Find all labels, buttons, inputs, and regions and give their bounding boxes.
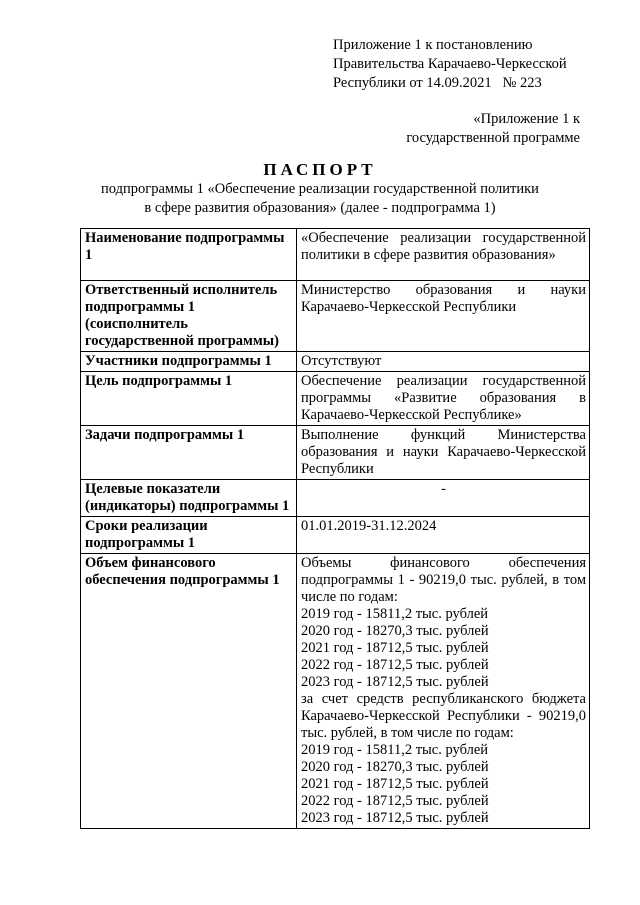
row-label: Объем финансового обеспечения подпрограммы 1 (81, 554, 297, 829)
row-label: Сроки реализации подпрограммы 1 (81, 517, 297, 554)
funding-budget-year-line: 2020 год - 18270,3 тыс. рублей (301, 759, 489, 775)
attachment-quote-line: государственной программе (406, 130, 580, 146)
title-sub-line: в сфере развития образования» (далее - подпрограмма 1) (144, 200, 496, 216)
funding-budget-year-line: 2019 год - 15811,2 тыс. рублей (301, 742, 489, 758)
row-label: Ответственный исполнитель подпрограммы 1 (соисполнитель государственной программы) (81, 281, 297, 352)
table-row-funding (81, 554, 590, 829)
funding-year-line: 2023 год - 18712,5 тыс. рублей (301, 674, 489, 690)
funding-year-line: 2019 год - 15811,2 тыс. рублей (301, 606, 489, 622)
table-row (81, 229, 590, 281)
row-value: Выполнение функций Министерства образования и науки Карачаево-Черкесской Республики (297, 426, 590, 480)
row-label: Целевые показатели (индикаторы) подпрограммы 1 (81, 480, 297, 517)
funding-budget-year-line: 2023 год - 18712,5 тыс. рублей (301, 810, 489, 826)
attachment-header (333, 36, 623, 93)
row-label: Цель подпрограммы 1 (81, 372, 297, 426)
table-row (81, 352, 590, 372)
table-row (81, 426, 590, 480)
row-value: Обеспечение реализации государственной программы «Развитие образования в Карачаево-Черкесской Республике» (297, 372, 590, 426)
attachment-quote (380, 110, 580, 148)
row-value: «Обеспечение реализации государственной политики в сфере развития образования» (297, 229, 590, 281)
passport-table (80, 228, 590, 829)
funding-budget-year-line: 2022 год - 18712,5 тыс. рублей (301, 793, 489, 809)
attachment-quote-line: «Приложение 1 к (473, 111, 580, 127)
title-sub-line: подпрограммы 1 «Обеспечение реализации государственной политики (101, 181, 539, 197)
row-label: Участники подпрограммы 1 (81, 352, 297, 372)
attachment-line: Республики от 14.09.2021 № 223 (333, 75, 542, 91)
row-label: Наименование подпрограммы 1 (81, 229, 297, 281)
row-value: 01.01.2019-31.12.2024 (297, 517, 590, 554)
funding-year-line: 2022 год - 18712,5 тыс. рублей (301, 657, 489, 673)
row-value: - (297, 480, 590, 517)
table-row (81, 372, 590, 426)
table-row (81, 281, 590, 352)
funding-year-line: 2021 год - 18712,5 тыс. рублей (301, 640, 489, 656)
attachment-line: Правительства Карачаево-Черкесской (333, 56, 567, 72)
table-row (81, 480, 590, 517)
attachment-line: Приложение 1 к постановлению (333, 37, 533, 53)
row-value: Отсутствуют (297, 352, 590, 372)
funding-year-line: 2020 год - 18270,3 тыс. рублей (301, 623, 489, 639)
row-value: Министерство образования и науки Карачаево-Черкесской Республики (297, 281, 590, 352)
table-row (81, 517, 590, 554)
row-label: Задачи подпрограммы 1 (81, 426, 297, 480)
document-title (0, 160, 640, 218)
title-heading: ПАСПОРТ (263, 160, 377, 179)
funding-budget-intro: за счет средств республиканского бюджета Карачаево-Черкесской Республики - 90219,0 тыс. рублей, в том числе по годам: (301, 691, 586, 741)
funding-budget-year-line: 2021 год - 18712,5 тыс. рублей (301, 776, 489, 792)
funding-intro: Объемы финансового обеспечения подпрограммы 1 - 90219,0 тыс. рублей, в том числе по годам: (301, 555, 586, 605)
funding-value (297, 554, 590, 829)
